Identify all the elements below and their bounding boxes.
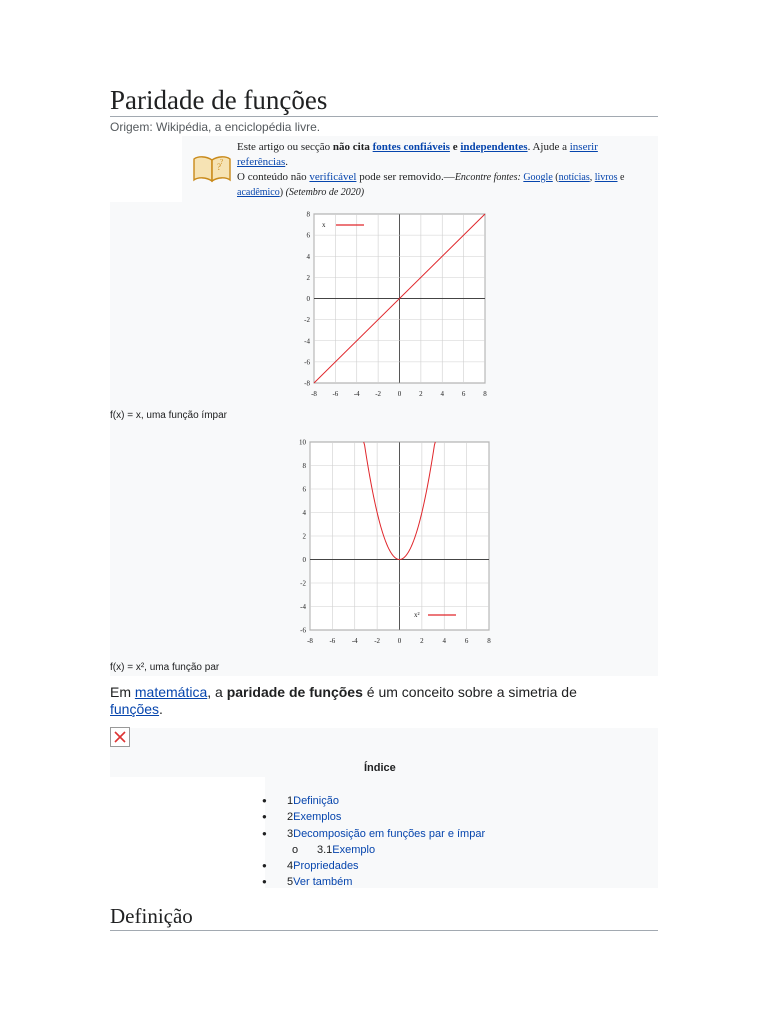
y-tick-label: -2 bbox=[304, 316, 310, 325]
toc-number bbox=[287, 809, 341, 825]
book-icon bbox=[192, 150, 232, 184]
y-tick-label: -4 bbox=[300, 603, 306, 611]
intro-text: é um conceito sobre a simetria de bbox=[362, 684, 577, 700]
x-tick-label: 2 bbox=[420, 637, 424, 645]
toc-spacer bbox=[110, 777, 265, 890]
notice-part: Este artigo ou secção bbox=[237, 141, 333, 153]
intro-text: Em bbox=[110, 684, 135, 700]
mathematics-link[interactable]: matemática bbox=[134, 684, 208, 700]
x-tick-label: -6 bbox=[329, 637, 336, 645]
y-tick-label: -2 bbox=[300, 579, 306, 588]
notice-part: e bbox=[617, 172, 625, 183]
y-tick-label: 8 bbox=[306, 210, 310, 219]
x-tick-label: 0 bbox=[397, 390, 402, 398]
verifiable-link[interactable]: verificável bbox=[309, 171, 357, 183]
notice-part: . Ajude a bbox=[527, 141, 570, 153]
legend-label: x² bbox=[414, 611, 420, 619]
intro-paragraph bbox=[110, 684, 630, 718]
y-tick-label: 4 bbox=[302, 509, 306, 517]
x-tick-label: 4 bbox=[442, 637, 446, 645]
toc-number-text: 2 bbox=[287, 811, 294, 824]
x-tick-label: -4 bbox=[353, 390, 360, 398]
y-tick-label: -8 bbox=[304, 379, 310, 388]
toc-number-text: 5 bbox=[287, 876, 294, 889]
svg-text:?: ? bbox=[217, 162, 221, 172]
notice-date: (Setembro de 2020) bbox=[285, 187, 365, 198]
y-tick-label: 10 bbox=[299, 438, 306, 447]
section-heading: Definição bbox=[110, 903, 658, 931]
x-tick-label: 0 bbox=[397, 637, 402, 645]
functions-link[interactable]: funções bbox=[110, 701, 160, 717]
x-tick-label: -8 bbox=[307, 637, 313, 645]
books-link[interactable]: livros bbox=[594, 172, 618, 183]
x-tick-label: -2 bbox=[374, 637, 381, 645]
independent-link[interactable]: independentes bbox=[460, 141, 528, 153]
toc-number bbox=[287, 793, 339, 809]
bullet-icon: ● bbox=[262, 861, 267, 871]
toc-link[interactable]: Ver também bbox=[293, 876, 353, 889]
y-tick-label: 6 bbox=[306, 231, 310, 240]
toc-link[interactable]: Definição bbox=[293, 795, 339, 807]
notice-part: e bbox=[449, 141, 461, 153]
google-link[interactable]: Google bbox=[523, 172, 553, 183]
toc-number-text: 3 bbox=[287, 827, 294, 840]
notice-part: ( bbox=[552, 172, 559, 183]
y-tick-label: 0 bbox=[306, 295, 310, 303]
x-tick-label: 8 bbox=[483, 390, 487, 398]
notice-part: O conteúdo não bbox=[237, 171, 310, 183]
y-tick-label: 4 bbox=[306, 252, 310, 261]
x-tick-label: -2 bbox=[375, 390, 382, 398]
toc-link[interactable]: Exemplos bbox=[293, 811, 342, 824]
x-tick-label: 6 bbox=[461, 390, 466, 398]
x-tick-label: -6 bbox=[332, 390, 339, 398]
bullet-icon: ● bbox=[262, 796, 267, 805]
toc-number bbox=[317, 842, 375, 858]
caption-even: f(x) = x², uma função par bbox=[110, 662, 220, 673]
svg-text:?: ? bbox=[220, 158, 224, 166]
intro-text: . bbox=[159, 701, 163, 717]
notice-emphasis: não cita bbox=[332, 141, 370, 153]
find-sources-label: Encontre fontes: bbox=[454, 172, 521, 183]
y-tick-label: 6 bbox=[302, 485, 306, 494]
toc-number-text: 3.1 bbox=[317, 843, 333, 856]
y-tick-label: 2 bbox=[306, 273, 310, 282]
notice-box bbox=[182, 136, 658, 202]
x-tick-label: 2 bbox=[419, 390, 423, 398]
academic-link[interactable]: acadêmico bbox=[237, 187, 280, 198]
notice-part: , bbox=[589, 172, 595, 183]
bullet-icon: o bbox=[292, 843, 299, 856]
toc-number bbox=[287, 858, 359, 874]
x-tick-label: 8 bbox=[487, 637, 491, 645]
toc-link[interactable]: Propriedades bbox=[293, 860, 359, 873]
intro-text: , a bbox=[207, 684, 227, 700]
broken-image-icon bbox=[110, 727, 130, 747]
y-tick-label: -6 bbox=[300, 626, 306, 635]
notice-part: . bbox=[285, 156, 288, 168]
chart-even-function bbox=[286, 438, 491, 648]
y-tick-label: 2 bbox=[302, 532, 306, 541]
chart-odd-function bbox=[290, 206, 490, 406]
bullet-icon: ● bbox=[262, 828, 267, 838]
notice-part: ) bbox=[279, 187, 284, 198]
y-tick-label: 8 bbox=[302, 462, 306, 470]
bullet-icon: ● bbox=[262, 812, 267, 822]
y-tick-label: -4 bbox=[304, 337, 310, 346]
toc-link[interactable]: Exemplo bbox=[332, 843, 376, 856]
news-link[interactable]: notícias bbox=[558, 172, 590, 183]
toc-number bbox=[287, 826, 485, 842]
notice-part: pode ser removido.— bbox=[356, 171, 455, 183]
x-tick-label: -4 bbox=[351, 637, 358, 645]
toc-title: Índice bbox=[364, 762, 396, 774]
insert-references-link[interactable]: inserir referências bbox=[237, 141, 598, 168]
figure-gallery bbox=[110, 202, 658, 676]
caption-odd: f(x) = x, uma função ímpar bbox=[110, 410, 227, 421]
legend-label: x bbox=[322, 221, 326, 229]
y-tick-label: 0 bbox=[302, 556, 306, 564]
x-tick-label: -8 bbox=[311, 390, 317, 398]
x-tick-label: 4 bbox=[440, 390, 444, 398]
page-title: Paridade de funções bbox=[110, 84, 658, 117]
toc-link[interactable]: Decomposição em funções par e ímpar bbox=[293, 827, 486, 840]
site-subtitle: Origem: Wikipédia, a enciclopédia livre. bbox=[110, 120, 321, 134]
toc-number bbox=[287, 874, 352, 890]
bullet-icon: ● bbox=[262, 877, 267, 887]
y-tick-label: -6 bbox=[304, 358, 310, 367]
toc-number-text: 4 bbox=[287, 860, 294, 873]
intro-bold: paridade de funções bbox=[226, 684, 363, 700]
reliable-sources-link[interactable]: fontes confiáveis bbox=[372, 141, 450, 153]
x-tick-label: 6 bbox=[464, 637, 469, 645]
toc-number-text: 1 bbox=[287, 795, 294, 807]
notice-text bbox=[237, 140, 647, 200]
